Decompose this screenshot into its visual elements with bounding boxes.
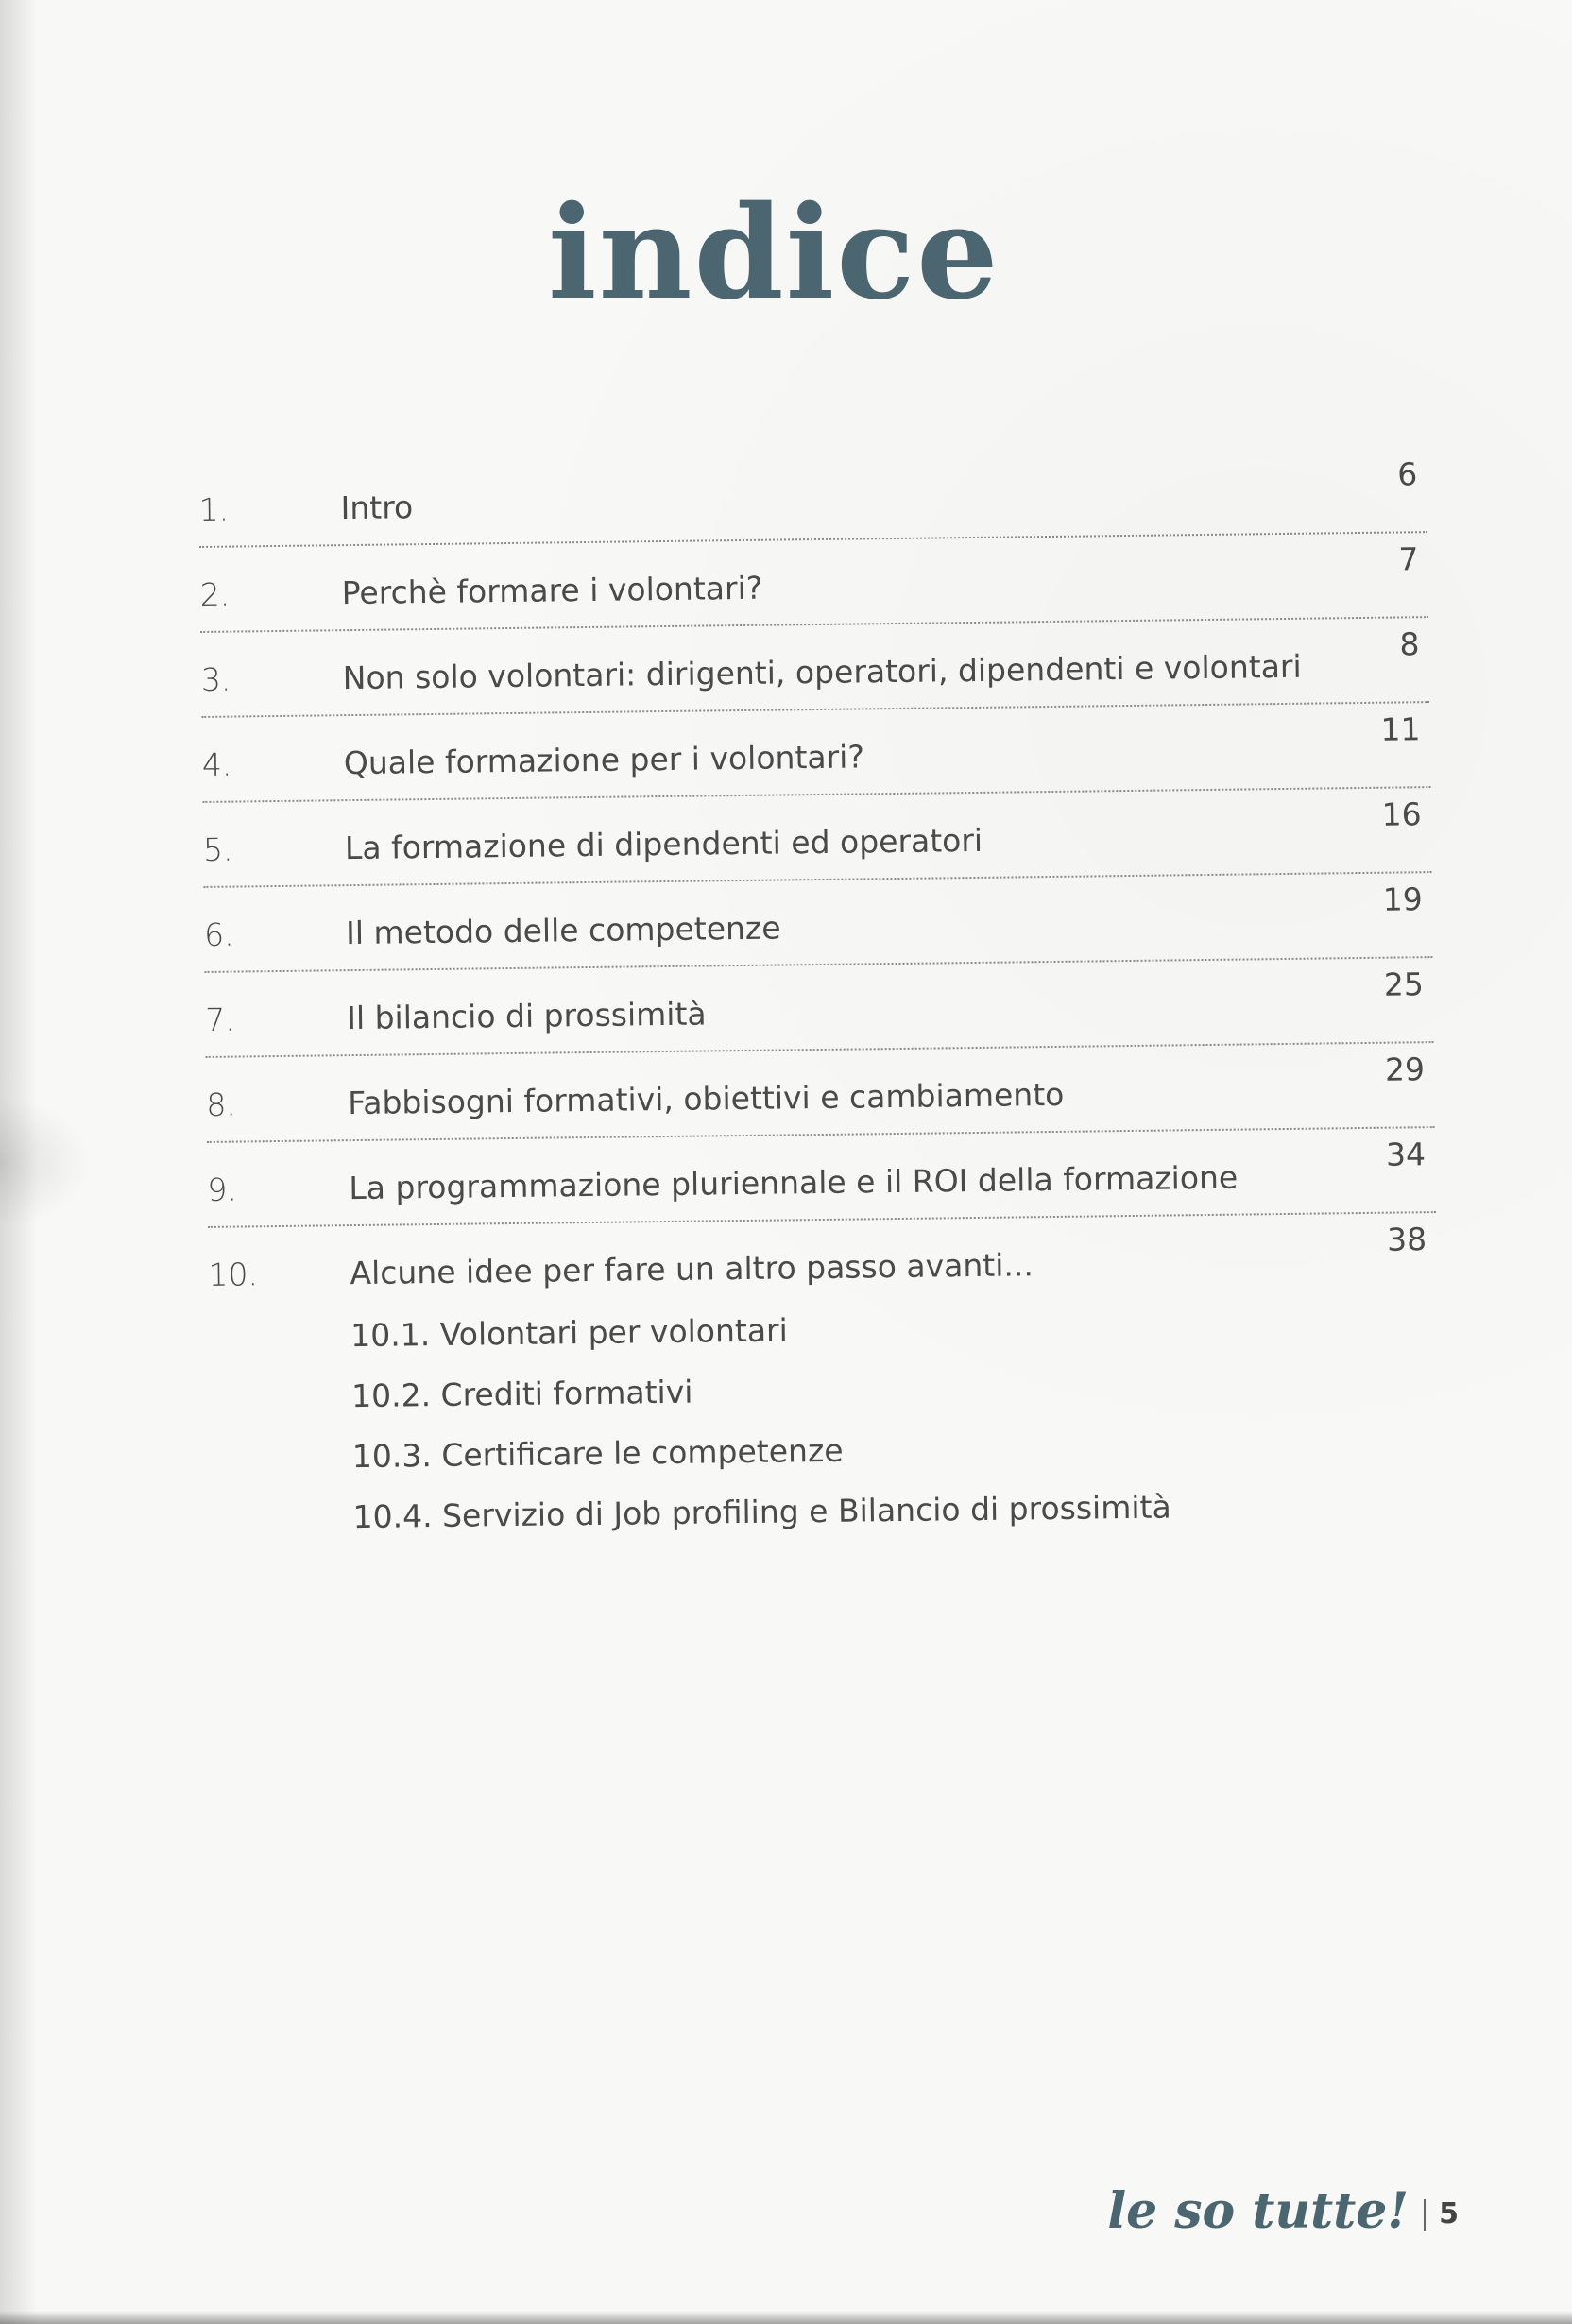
toc-row bbox=[207, 1128, 1436, 1228]
toc-page: 7 bbox=[1398, 540, 1419, 578]
toc-number: 9. bbox=[207, 1171, 238, 1208]
toc-label: Perchè formare i volontari? bbox=[341, 569, 763, 612]
table-of-contents bbox=[198, 448, 1439, 1536]
toc-row bbox=[208, 1213, 1440, 1536]
toc-page: 25 bbox=[1383, 965, 1425, 1003]
toc-number: 10. bbox=[208, 1256, 259, 1293]
toc-row bbox=[199, 533, 1428, 633]
toc-subitem: 10.3. Certificare le competenze bbox=[351, 1431, 844, 1476]
toc-row bbox=[206, 1043, 1435, 1143]
toc-row bbox=[201, 703, 1430, 803]
toc-label: Intro bbox=[340, 488, 414, 527]
toc-page: 6 bbox=[1397, 455, 1418, 493]
toc-subitem: 10.2. Crediti formativi bbox=[350, 1373, 693, 1415]
toc-number: 7. bbox=[204, 1000, 235, 1038]
toc-label: Il metodo delle competenze bbox=[345, 909, 781, 952]
toc-label: Il bilancio di prossimità bbox=[346, 995, 707, 1037]
toc-label: Non solo volontari: dirigenti, operatori, dipendenti e volontari bbox=[342, 647, 1302, 697]
toc-number: 3. bbox=[200, 660, 231, 698]
footer-divider bbox=[1424, 2199, 1426, 2231]
toc-number: 6. bbox=[203, 915, 234, 953]
toc-row bbox=[200, 618, 1429, 718]
toc-subitem: 10.1. Volontari per volontari bbox=[350, 1311, 789, 1355]
page-number: 5 bbox=[1439, 2197, 1459, 2230]
toc-number: 2. bbox=[199, 575, 231, 613]
toc-page: 29 bbox=[1384, 1051, 1426, 1088]
brand-logo: le so tutte! bbox=[1107, 2182, 1410, 2240]
toc-page: 38 bbox=[1386, 1221, 1427, 1258]
page-footer bbox=[1107, 2182, 1459, 2240]
toc-page: 19 bbox=[1382, 880, 1423, 918]
toc-number: 1. bbox=[198, 490, 230, 528]
toc-number: 4. bbox=[201, 745, 232, 783]
toc-row bbox=[198, 448, 1427, 548]
toc-row bbox=[202, 788, 1431, 888]
toc-subitem: 10.4. Servizio di Job profiling e Bilancio di prossimità bbox=[352, 1488, 1171, 1536]
toc-page: 8 bbox=[1399, 625, 1420, 663]
toc-label: Fabbisogni formativi, obiettivi e cambiamento bbox=[348, 1075, 1065, 1122]
toc-label: Alcune idee per fare un altro passo avanti... bbox=[350, 1246, 1034, 1292]
page-title: indice bbox=[548, 178, 1000, 329]
toc-label: Quale formazione per i volontari? bbox=[343, 738, 865, 782]
toc-label: La formazione di dipendenti ed operatori bbox=[344, 821, 983, 867]
toc-number: 5. bbox=[202, 830, 233, 868]
toc-page: 11 bbox=[1380, 710, 1421, 748]
toc-page: 16 bbox=[1381, 795, 1422, 833]
toc-number: 8. bbox=[206, 1085, 237, 1123]
toc-label: La programmazione pluriennale e il ROI della formazione bbox=[349, 1158, 1239, 1207]
toc-row bbox=[205, 958, 1434, 1058]
toc-page: 34 bbox=[1385, 1136, 1427, 1173]
toc-row bbox=[203, 873, 1432, 973]
